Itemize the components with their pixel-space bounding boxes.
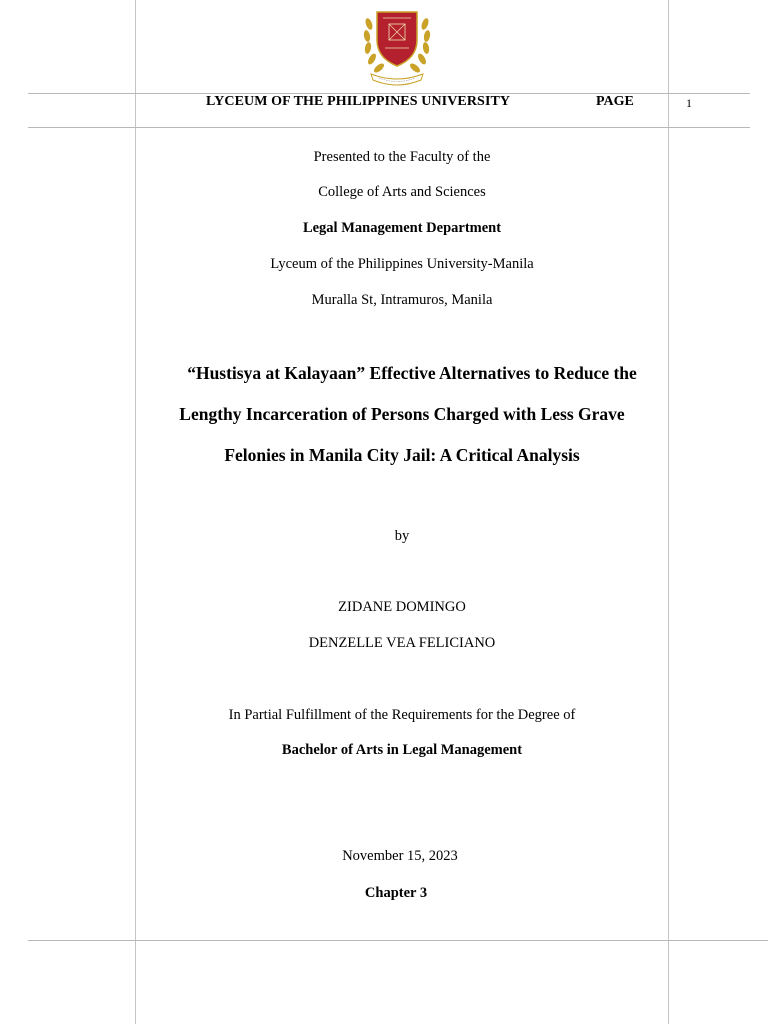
presented-address: Muralla St, Intramuros, Manila (311, 292, 493, 308)
right-border (668, 0, 669, 1024)
content-bottom-rule (28, 940, 768, 941)
header-bottom-rule (28, 127, 750, 128)
header-page-label: PAGE (596, 94, 634, 109)
chapter-label: Chapter 3 (364, 885, 428, 901)
submission-date: November 15, 2023 (342, 848, 458, 864)
author-name: DENZELLE VEA FELICIANO (308, 635, 496, 651)
presented-line-1: Presented to the Faculty of the (313, 149, 491, 165)
presented-department: Legal Management Department (302, 220, 502, 236)
presented-college: College of Arts and Sciences (318, 184, 486, 200)
author-name: ZIDANE DOMINGO (338, 599, 466, 615)
thesis-title-line-3: Felonies in Manila City Jail: A Critical Analysis (224, 445, 580, 465)
presented-university: Lyceum of the Philippines University-Manila (270, 256, 534, 272)
university-seal-icon (361, 6, 433, 86)
thesis-title-line-1: “Hustisya at Kalayaan” Effective Alternatives to Reduce the (187, 363, 637, 383)
thesis-title-line-2: Lengthy Incarceration of Persons Charged with Less Grave (179, 404, 625, 424)
header-page-number: 1 (686, 96, 692, 110)
fulfillment-statement: In Partial Fulfillment of the Requirements for the Degree of (228, 707, 576, 723)
header-university-name: LYCEUM OF THE PHILIPPINES UNIVERSITY (206, 94, 511, 109)
by-label: by (394, 528, 410, 544)
degree-name: Bachelor of Arts in Legal Management (281, 742, 523, 758)
